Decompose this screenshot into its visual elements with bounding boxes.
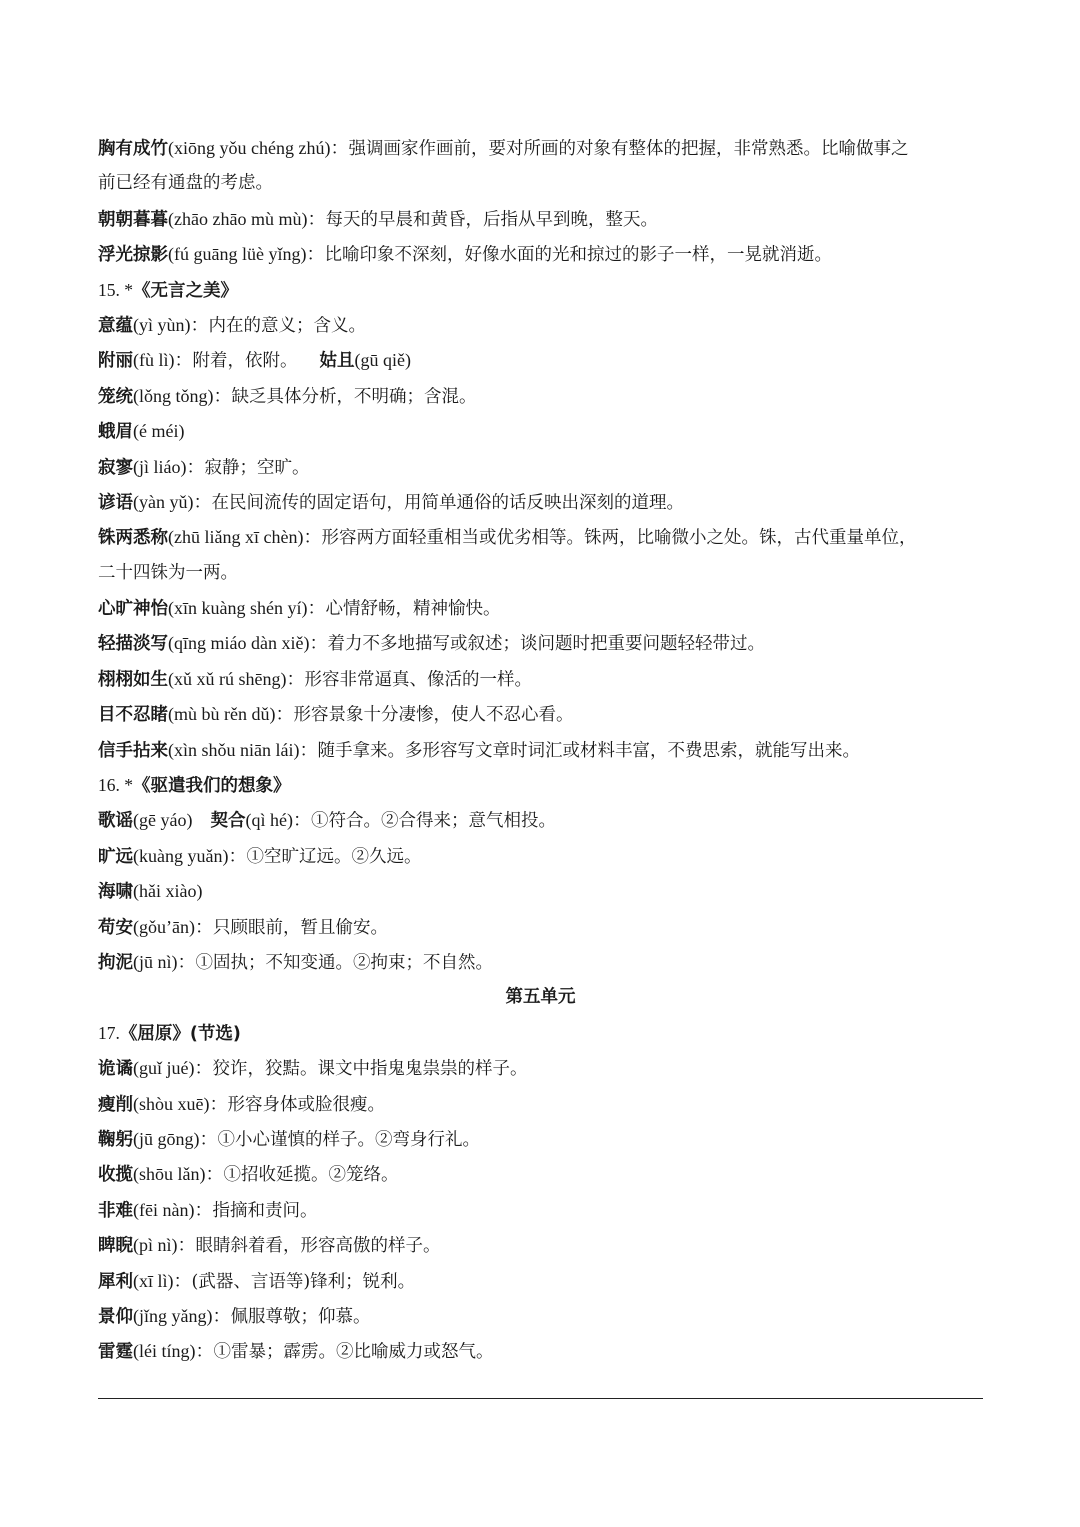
vocab-term: 苟安 xyxy=(98,917,133,938)
vocab-definition: 指摘和责问。 xyxy=(212,1200,318,1221)
vocab-entry xyxy=(98,1193,983,1228)
vocab-entry xyxy=(98,697,983,732)
vocab-term: 笼统 xyxy=(98,386,133,407)
vocab-entry xyxy=(98,343,983,378)
vocab-pinyin: (xìn shǒu niān lái)： xyxy=(168,739,318,760)
vocab-term: 蛾眉 xyxy=(98,422,133,443)
vocab-entry xyxy=(98,414,983,449)
vocab-pinyin: (xī lì)： xyxy=(133,1270,192,1291)
vocab-pinyin: (hǎi xiào) xyxy=(133,881,203,902)
vocab-entry xyxy=(98,1122,983,1157)
vocab-term: 海啸 xyxy=(98,882,133,903)
vocab-definition: ①小心谨慎的样子。②弯身行礼。 xyxy=(217,1129,480,1150)
vocab-term: 收揽 xyxy=(98,1165,133,1186)
lesson-heading xyxy=(98,768,983,803)
vocab-pinyin: (fú guāng lüè yǐng)： xyxy=(168,244,325,265)
vocab-pinyin: (jū nì)： xyxy=(133,951,196,972)
vocab-term: 姑且 xyxy=(319,351,355,372)
vocab-entry xyxy=(98,520,983,555)
definition-continuation: 前已经有通盘的考虑。 xyxy=(98,173,273,194)
vocab-term: 犀利 xyxy=(98,1271,133,1292)
vocab-definition: ①招收延揽。②笼络。 xyxy=(223,1165,399,1186)
vocab-entry xyxy=(98,874,983,909)
vocab-entry xyxy=(98,1051,983,1086)
vocab-pinyin: (é méi) xyxy=(133,421,185,442)
vocab-definition: 附着，依附。 xyxy=(192,351,298,372)
vocab-term: 胸有成竹 xyxy=(98,139,168,159)
vocab-definition: 形容身体或脸很瘦。 xyxy=(227,1094,385,1115)
vocab-pinyin: (jǐng yǎng)： xyxy=(133,1305,231,1326)
vocab-term: 信手拈来 xyxy=(98,740,168,761)
lesson-title: 《无言之美》 xyxy=(133,280,238,301)
vocab-definition: 心情舒畅，精神愉快。 xyxy=(325,599,501,620)
definition-continuation: 二十四铢为一两。 xyxy=(98,562,238,583)
vocab-term: 朝朝暮暮 xyxy=(98,209,168,230)
vocab-definition: (武器、言语等)锋利；锐利。 xyxy=(191,1271,416,1292)
lesson-number: 15. * xyxy=(98,279,133,300)
vocab-entry xyxy=(98,803,983,838)
vocab-term: 睥睨 xyxy=(98,1236,133,1257)
vocab-definition: 只顾眼前，暂且偷安。 xyxy=(212,917,388,938)
vocab-pinyin: (jì liáo)： xyxy=(133,456,205,477)
vocab-entry xyxy=(98,1264,983,1299)
vocab-term: 轻描淡写 xyxy=(98,634,168,655)
vocab-pinyin: (xǔ xǔ rú shēng)： xyxy=(168,668,305,689)
vocab-definition: ①雷暴；霹雳。②比喻威力或怒气。 xyxy=(213,1342,494,1363)
vocab-term: 谚语 xyxy=(98,492,133,513)
vocab-pinyin: (zhāo zhāo mù mù)： xyxy=(168,208,326,229)
vocab-term: 景仰 xyxy=(98,1306,133,1327)
vocab-pinyin: (kuàng yuǎn)： xyxy=(133,845,247,866)
vocab-term: 附丽 xyxy=(98,351,133,372)
unit-title: 第五单元 xyxy=(505,987,576,1008)
vocab-definition: 内在的意义；含义。 xyxy=(208,315,366,336)
vocab-pinyin: (léi tíng)： xyxy=(133,1341,214,1362)
vocab-entry xyxy=(98,450,983,485)
vocab-definition: 在民间流传的固定语句，用简单通俗的话反映出深刻的道理。 xyxy=(211,492,684,513)
vocab-term: 意蕴 xyxy=(98,315,133,336)
lesson-title: 《驱遣我们的想象》 xyxy=(133,776,291,797)
vocab-entry xyxy=(98,1087,983,1122)
footer-rule xyxy=(98,1398,983,1399)
vocab-entry xyxy=(98,839,983,874)
vocab-definition: 形容两方面轻重相当或优劣相等。铢两，比喻微小之处。铢，古代重量单位， xyxy=(321,528,917,549)
vocab-pinyin: (jū gōng)： xyxy=(133,1128,218,1149)
vocab-definition: 比喻印象不深刻，好像水面的光和掠过的影子一样，一晃就消逝。 xyxy=(324,245,832,266)
vocab-entry xyxy=(98,1299,983,1334)
vocab-definition: 形容非常逼真、像活的一样。 xyxy=(304,669,532,690)
lesson-title: 《屈原》(节选) xyxy=(119,1023,241,1044)
vocab-pinyin: (fēi nàn)： xyxy=(133,1199,213,1220)
vocab-entry xyxy=(98,662,983,697)
vocab-term: 诡谲 xyxy=(98,1059,133,1080)
vocab-pinyin: (qì hé)： xyxy=(245,810,311,831)
vocab-definition: 形容景象十分凄惨，使人不忍心看。 xyxy=(293,705,574,726)
vocab-term: 目不忍睹 xyxy=(98,705,168,726)
vocab-definition: 佩服尊敬；仰慕。 xyxy=(230,1306,371,1327)
vocab-entry xyxy=(98,1334,983,1369)
vocab-entry xyxy=(98,945,983,980)
vocab-entry xyxy=(98,591,983,626)
vocab-term: 栩栩如生 xyxy=(98,669,168,690)
lesson-number: 16. * xyxy=(98,775,133,796)
vocab-entry xyxy=(98,379,983,414)
vocab-definition: 狡诈，狡黠。课文中指鬼鬼祟祟的样子。 xyxy=(212,1059,528,1080)
vocab-definition: ①固执；不知变通。②拘束；不自然。 xyxy=(195,952,493,973)
vocab-term: 歌谣 xyxy=(98,811,133,832)
vocab-definition: 着力不多地描写或叙述；谈问题时把重要问题轻轻带过。 xyxy=(327,634,765,655)
vocab-pinyin: (gǒu’ān)： xyxy=(133,916,213,937)
vocab-pinyin: (mù bù rěn dǔ)： xyxy=(168,704,294,725)
vocab-pinyin: (qīng miáo dàn xiě)： xyxy=(168,633,328,654)
vocab-definition: 随手拿来。多形容写文章时词汇或材料丰富，不费思索，就能写出来。 xyxy=(317,740,860,761)
vocab-term: 寂寥 xyxy=(98,457,133,478)
vocab-pinyin: (guǐ jué)： xyxy=(133,1058,213,1079)
vocab-entry xyxy=(98,626,983,661)
lesson-number: 17. xyxy=(98,1022,120,1043)
vocab-entry xyxy=(98,1228,983,1263)
vocab-entry xyxy=(98,910,983,945)
vocab-term: 瘦削 xyxy=(98,1094,133,1115)
vocab-definition: 寂静；空旷。 xyxy=(204,457,310,478)
vocab-term: 拘泥 xyxy=(98,952,133,973)
vocab-definition: 每天的早晨和黄昏，后指从早到晚，整天。 xyxy=(325,209,658,230)
vocab-entry xyxy=(98,485,983,520)
vocab-pinyin: (fù lì)： xyxy=(133,350,193,371)
vocab-pinyin: (xiōng yǒu chéng zhú)： xyxy=(168,138,349,158)
vocab-term: 浮光掠影 xyxy=(98,245,168,266)
vocab-pinyin: (yàn yǔ)： xyxy=(133,491,212,512)
vocab-pinyin: (zhū liǎng xī chèn)： xyxy=(168,527,322,548)
vocab-term: 非难 xyxy=(98,1200,133,1221)
vocab-pinyin: (shōu lǎn)： xyxy=(133,1164,224,1185)
document-body xyxy=(98,131,983,1370)
vocab-term: 旷远 xyxy=(98,846,133,867)
vocab-pinyin: (yì yùn)： xyxy=(133,314,209,335)
lesson-heading xyxy=(98,1016,983,1051)
vocab-pinyin: (shòu xuē)： xyxy=(133,1093,228,1114)
vocab-pinyin: (pì nì)： xyxy=(133,1235,196,1256)
vocab-pinyin: (xīn kuàng shén yí)： xyxy=(168,598,326,619)
vocab-term: 雷霆 xyxy=(98,1342,133,1363)
vocab-definition: 强调画家作画前，要对所画的对象有整体的把握，非常熟悉。比喻做事之 xyxy=(348,139,909,159)
vocab-definition: ①空旷辽远。②久远。 xyxy=(246,846,422,867)
vocab-pinyin: (gū qiě) xyxy=(354,350,411,371)
vocab-pinyin: (lǒng tǒng)： xyxy=(133,385,232,406)
vocab-definition: 缺乏具体分析，不明确；含混。 xyxy=(231,386,477,407)
vocab-term: 鞠躬 xyxy=(98,1129,133,1150)
lesson-heading xyxy=(98,273,983,308)
vocab-entry xyxy=(98,237,983,272)
vocab-entry xyxy=(98,131,983,166)
vocab-entry xyxy=(98,308,983,343)
vocab-entry xyxy=(98,733,983,768)
vocab-definition: 眼睛斜着看，形容高傲的样子。 xyxy=(195,1236,441,1257)
vocab-term: 铢两悉称 xyxy=(98,528,168,549)
vocab-term: 契合 xyxy=(210,811,246,832)
vocab-entry xyxy=(98,202,983,237)
vocab-term: 心旷神怡 xyxy=(98,599,168,620)
vocab-definition: ①符合。②合得来；意气相投。 xyxy=(310,811,556,832)
vocab-pinyin: (gē yáo) xyxy=(133,810,193,831)
vocab-entry xyxy=(98,1157,983,1192)
